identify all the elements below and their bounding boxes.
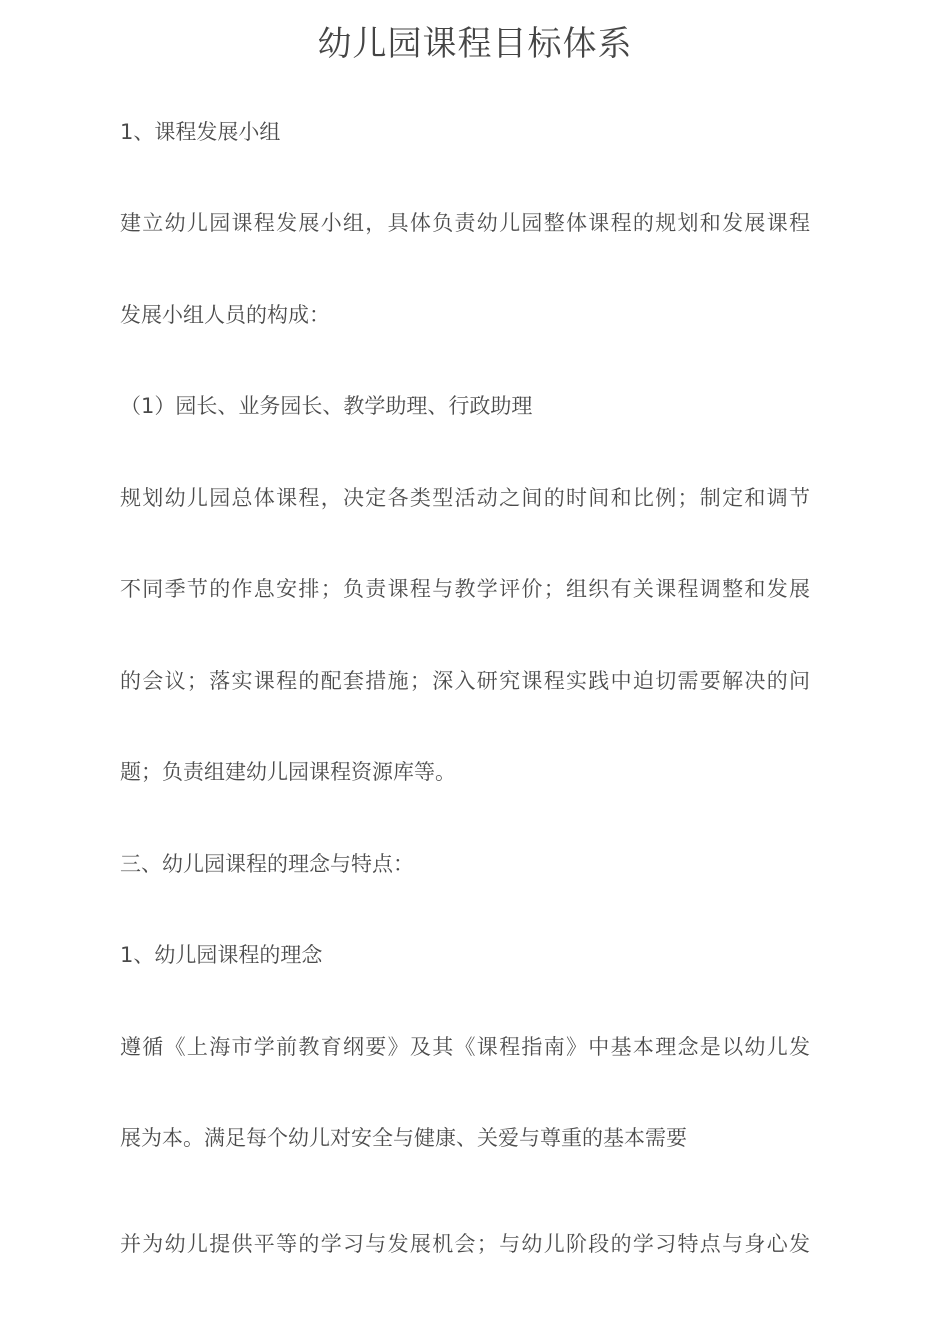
subsection-heading: 1、幼儿园课程的理念: [120, 943, 323, 967]
paragraph-line: 的会议；落实课程的配套措施；深入研究课程实践中迫切需要解决的问: [120, 669, 810, 693]
paragraph-line: 并为幼儿提供平等的学习与发展机会；与幼儿阶段的学习特点与身心发: [120, 1232, 810, 1256]
paragraph-line: 发展小组人员的构成：: [120, 303, 330, 327]
paragraph-line: 遵循《上海市学前教育纲要》及其《课程指南》中基本理念是以幼儿发: [120, 1035, 810, 1059]
paragraph-line: 展为本。满足每个幼儿对安全与健康、关爱与尊重的基本需要: [120, 1126, 687, 1150]
paragraph-line: 规划幼儿园总体课程，决定各类型活动之间的时间和比例；制定和调节: [120, 486, 810, 510]
document-title: 幼儿园课程目标体系: [317, 24, 633, 64]
paragraph-line: 建立幼儿园课程发展小组，具体负责幼儿园整体课程的规划和发展课程: [120, 211, 810, 235]
paragraph-line: 不同季节的作息安排；负责课程与教学评价；组织有关课程调整和发展: [120, 577, 810, 601]
list-item: （1）园长、业务园长、教学助理、行政助理: [120, 394, 533, 418]
section-heading: 三、幼儿园课程的理念与特点：: [120, 852, 414, 876]
section-heading: 1、课程发展小组: [120, 120, 281, 144]
paragraph-line: 题；负责组建幼儿园课程资源库等。: [120, 760, 456, 784]
